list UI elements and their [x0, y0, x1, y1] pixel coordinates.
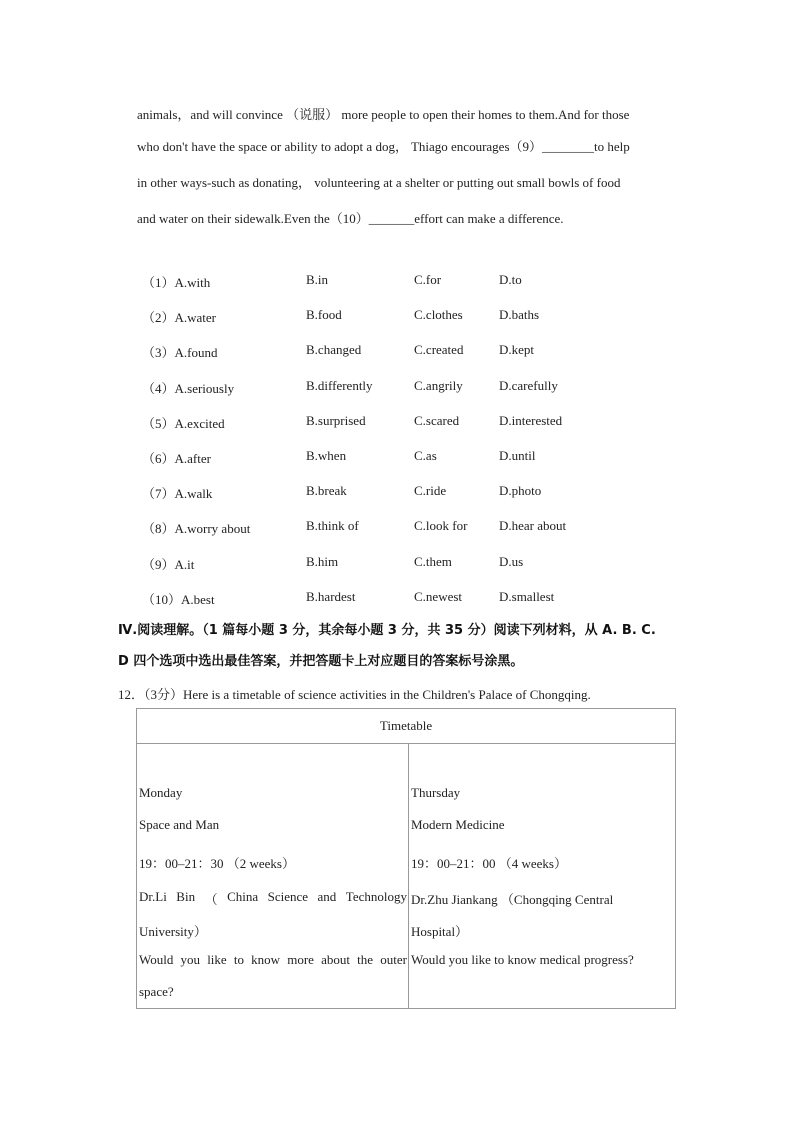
- speaker-line: University）: [139, 924, 207, 939]
- option-b[interactable]: B.him: [306, 554, 339, 569]
- word: like: [207, 952, 227, 967]
- option-a[interactable]: （8）A.worry about: [142, 521, 251, 536]
- option-b[interactable]: B.food: [306, 307, 342, 322]
- timetable: [136, 708, 676, 1009]
- time-label: 19：00–21：00 （4 weeks）: [411, 856, 567, 871]
- word: Bin: [176, 889, 196, 904]
- topic-label: Space and Man: [139, 817, 220, 832]
- option-a[interactable]: （1）A.with: [142, 275, 211, 290]
- option-d[interactable]: D.hear about: [499, 518, 567, 533]
- word: to: [233, 952, 244, 967]
- timetable-title: Timetable: [137, 709, 676, 744]
- option-d[interactable]: D.kept: [499, 342, 535, 357]
- word: Technology: [345, 889, 407, 904]
- option-c[interactable]: C.scared: [414, 413, 460, 428]
- word: the: [357, 952, 374, 967]
- word: and: [317, 889, 337, 904]
- speaker-line: Dr.Zhu Jiankang （Chongqing Central: [411, 892, 614, 907]
- option-c[interactable]: C.for: [414, 272, 442, 287]
- option-c[interactable]: C.created: [414, 342, 464, 357]
- passage-line: animals，and will convince （说服） more people to open their homes to them.And for those: [137, 107, 630, 122]
- passage-line: in other ways-such as donating， volunteering at a shelter or putting out small bowls of food: [137, 175, 621, 190]
- option-c[interactable]: C.clothes: [414, 307, 463, 322]
- question-line: space?: [139, 984, 174, 999]
- option-a[interactable]: （5）A.excited: [142, 416, 225, 431]
- word: outer: [380, 952, 407, 967]
- passage-line: who don't have the space or ability to adopt a dog， Thiago encourages（9）________to help: [137, 139, 630, 154]
- speaker-line: [139, 889, 407, 908]
- option-d[interactable]: D.until: [499, 448, 536, 463]
- word: more: [287, 952, 314, 967]
- option-b[interactable]: B.hardest: [306, 589, 356, 604]
- option-d[interactable]: D.carefully: [499, 378, 558, 393]
- option-d[interactable]: D.to: [499, 272, 522, 287]
- word: China: [227, 889, 259, 904]
- option-b[interactable]: B.think of: [306, 518, 359, 533]
- section-heading-line1: Ⅳ.阅读理解。（1 篇每小题 3 分，其余每小题 3 分，共 35 分）阅读下列材料，从 A. B. C.: [118, 623, 656, 638]
- option-c[interactable]: C.ride: [414, 483, 447, 498]
- word: Dr.Li: [139, 889, 167, 904]
- option-b[interactable]: B.differently: [306, 378, 373, 393]
- section-heading-line2: D 四个选项中选出最佳答案，并把答题卡上对应题目的答案标号涂黑。: [118, 654, 524, 669]
- option-b[interactable]: B.break: [306, 483, 347, 498]
- option-d[interactable]: D.photo: [499, 483, 542, 498]
- word: （: [204, 892, 218, 907]
- option-a[interactable]: （10）A.best: [142, 592, 215, 607]
- question-line: Would you like to know medical progress?: [411, 952, 634, 967]
- option-a[interactable]: （2）A.water: [142, 310, 217, 325]
- option-d[interactable]: D.us: [499, 554, 524, 569]
- speaker-line: Hospital）: [411, 924, 469, 939]
- question-12-prompt: 12．（3分）Here is a timetable of science activities in the Children's Palace of Chongqing.: [118, 687, 591, 702]
- option-b[interactable]: B.when: [306, 448, 347, 463]
- option-c[interactable]: C.angrily: [414, 378, 463, 393]
- passage-line: and water on their sidewalk.Even the（10）_______effort can make a difference.: [137, 211, 564, 226]
- day-label: Monday: [139, 785, 183, 800]
- word: you: [180, 952, 201, 967]
- option-a[interactable]: （9）A.it: [142, 557, 195, 572]
- option-d[interactable]: D.baths: [499, 307, 540, 322]
- timetable-cell-thursday: [409, 744, 676, 1009]
- option-c[interactable]: C.newest: [414, 589, 463, 604]
- option-b[interactable]: B.surprised: [306, 413, 366, 428]
- option-c[interactable]: C.as: [414, 448, 437, 463]
- time-label: 19：00–21：30 （2 weeks）: [139, 856, 295, 871]
- timetable-cell-monday: [137, 744, 409, 1009]
- option-a[interactable]: （4）A.seriously: [142, 381, 235, 396]
- option-d[interactable]: D.interested: [499, 413, 563, 428]
- word: Would: [139, 952, 174, 967]
- option-c[interactable]: C.them: [414, 554, 452, 569]
- word: know: [251, 952, 281, 967]
- topic-label: Modern Medicine: [411, 817, 505, 832]
- option-a[interactable]: （7）A.walk: [142, 486, 213, 501]
- day-label: Thursday: [411, 785, 461, 800]
- question-line: [139, 952, 407, 968]
- option-c[interactable]: C.look for: [414, 518, 468, 533]
- option-a[interactable]: （3）A.found: [142, 345, 218, 360]
- word: Science: [267, 889, 309, 904]
- option-b[interactable]: B.changed: [306, 342, 362, 357]
- word: about: [321, 952, 350, 967]
- option-b[interactable]: B.in: [306, 272, 329, 287]
- section-heading: [118, 615, 688, 677]
- option-d[interactable]: D.smallest: [499, 589, 555, 604]
- option-a[interactable]: （6）A.after: [142, 451, 211, 466]
